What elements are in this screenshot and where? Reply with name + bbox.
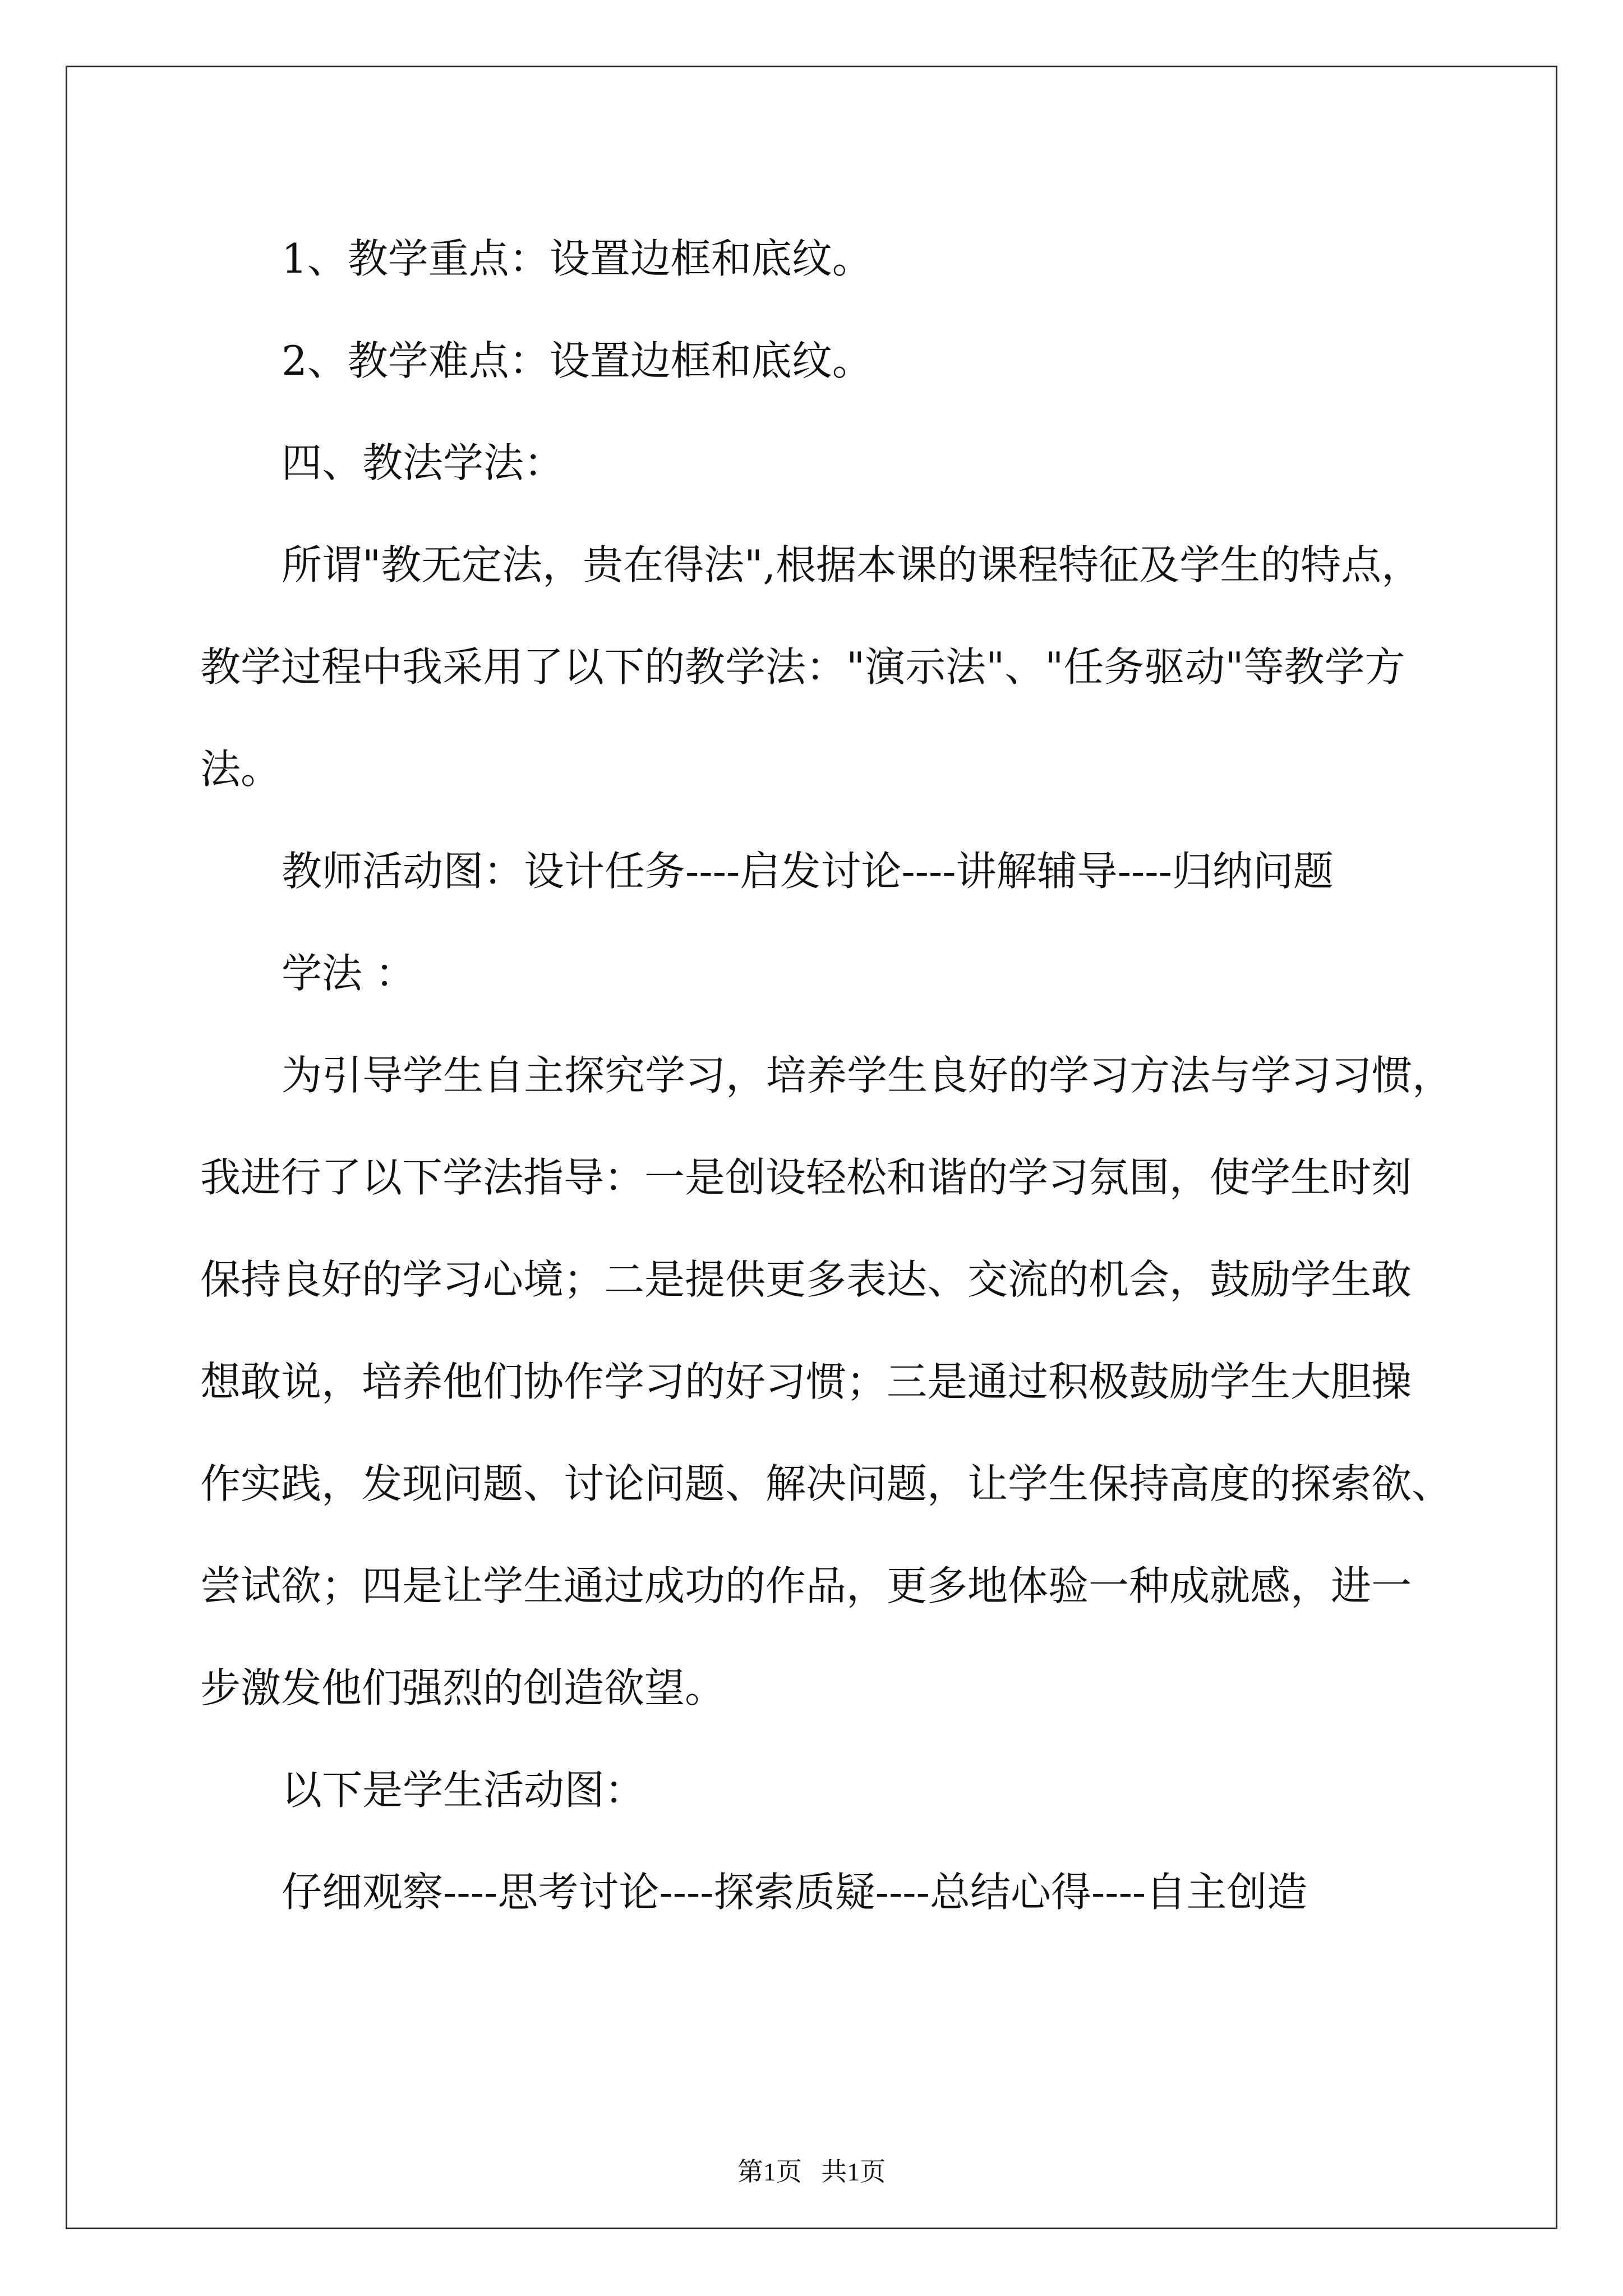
text-line: 2、教学难点：设置边框和底纹。 — [282, 337, 873, 384]
text-line: 尝试欲；四是让学生通过成功的作品，更多地体验一种成就感，进一 — [200, 1562, 1412, 1609]
page-number-footer: 第1页 共1页 — [737, 2157, 886, 2186]
text-line: 想敢说，培养他们协作学习的好习惯；三是通过积极鼓励学生大胆操 — [200, 1358, 1412, 1405]
text-line: 1、教学重点：设置边框和底纹。 — [282, 235, 873, 282]
text-line: 教师活动图：设计任务----启发讨论----讲解辅导----归纳问题 — [282, 848, 1334, 895]
text-line: 保持良好的学习心境；二是提供更多表达、交流的机会，鼓励学生敢 — [200, 1256, 1412, 1303]
section-heading: 四、教法学法： — [282, 439, 565, 486]
text-line: 我进行了以下学法指导：一是创设轻松和谐的学习氛围，使学生时刻 — [200, 1154, 1412, 1201]
document-body — [200, 208, 1490, 1943]
text-line: 学法 ： — [282, 950, 416, 997]
text-line: 法。 — [200, 746, 282, 793]
text-line: 仔细观察----思考讨论----探索质疑----总结心得----自主创造 — [282, 1869, 1308, 1916]
text-line: 所谓"教无定法，贵在得法",根据本课的课程特征及学生的特点， — [282, 541, 1422, 588]
text-line: 教学过程中我采用了以下的教学法："演示法"、"任务驱动"等教学方 — [200, 643, 1405, 691]
text-line: 步激发他们强烈的创造欲望。 — [200, 1664, 726, 1711]
text-line: 以下是学生活动图： — [282, 1766, 645, 1814]
text-line: 为引导学生自主探究学习，培养学生良好的学习方法与学习习惯， — [282, 1052, 1453, 1099]
text-line: 作实践，发现问题、讨论问题、解决问题，让学生保持高度的探索欲、 — [200, 1460, 1453, 1507]
